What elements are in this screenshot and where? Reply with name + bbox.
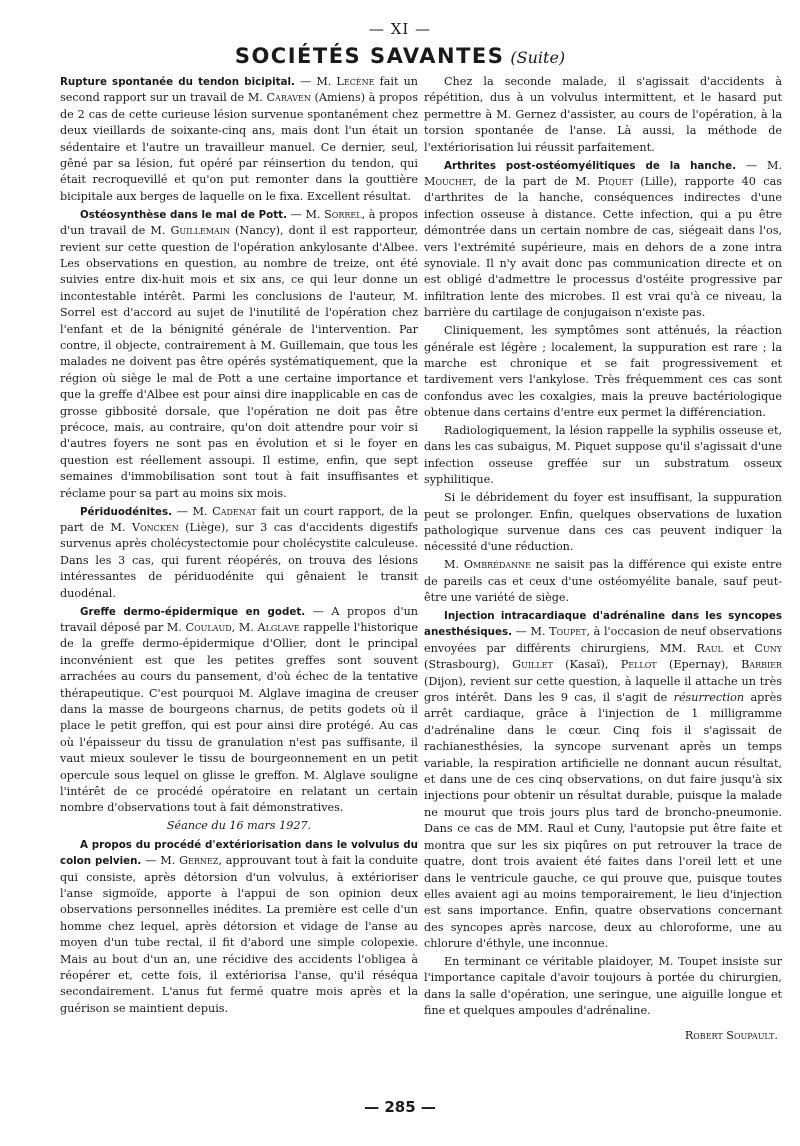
left-column (60, 74, 418, 1019)
section-title-text: SOCIÉTÉS SAVANTES (234, 44, 505, 68)
paragraph-ombredanne: M. Ombrédanne ne saisit pas la différence qui existe entre de pareils cas et ceux d'une ostéomyélite banale, sauf peut-être une variété de siège. (424, 558, 782, 605)
article-heading: Périduodénites. (80, 505, 173, 518)
paragraph-debridement: Si le débridement du foyer est insuffisant, la suppuration peut se prolonger. Enfin, quelques observations de luxation pathologique survenue dans ces cas peuvent indiquer la nécessité d'une réduction. (424, 491, 782, 554)
section-title (0, 44, 800, 68)
article-tendon-bicipital: Rupture spontanée du tendon bicipital. — M. Lecène fait un second rapport sur un travail de M. Caraven (Amiens) à propos de 2 cas de cette curieuse lésion survenue spontanément chez deux vieillards de soixante-cinq ans, mais dont l'un était un sédentaire et l'autre un travailleur manuel. Ce dernier, seul, gêné par sa lésion, fut opéré par réinsertion du tendon, qui était recroquevillé et qu'on put remonter dans la gouttière bicipitale aux berges de laquelle on le fixa. Excellent résultat. (60, 75, 418, 203)
page-roman-numeral: — XI — (368, 20, 432, 38)
article-heading: Arthrites post-ostéomyélitiques de la hanche. (444, 159, 737, 172)
article-heading: A propos du procédé d'extériorisation dans le volvulus du colon pelvien. (60, 838, 418, 868)
seance-date: Séance du 16 mars 1927. (166, 819, 312, 833)
paragraph-radiologie: Radiologiquement, la lésion rappelle la syphilis osseuse et, dans les cas subaigus, M. Piquet suppose qu'il s'agissait d'une infection osseuse greffée sur un substratum osseux syphilitique. (424, 424, 782, 487)
article-osteosynthese: Ostéosynthèse dans le mal de Pott. — M. Sorrel, à propos d'un travail de M. Guillemain (Nancy), dont il est rapporteur, revient sur cette question de l'opération ankylosante d'Albee. Les observations en question, au nombre de treize, ont été suivies entre dix-huit mois et six ans, ce qui leur donne un incontestable intérêt. Parmi les conclusions de l'auteur, M. Sorrel est d'accord au sujet de l'inutilité de l'opération chez l'enfant et de la bénignité générale de l'intervention. Par contre, il objecte, contrairement à M. Guillemain, que tous les malades ne doivent pas être opérés systématiquement, que la région où siège le mal de Pott a une certaine importance et que la greffe d'Albee est pour ainsi dire inapplicable en cas de grosse gibbosité dorsale, que l'opération ne doit pas être précoce, mais, au contraire, qu'on doit attendre pour voir si d'autres foyers ne sont pas en évolution et si le foyer en question est réellement assoupi. Il estime, enfin, que sept semaines d'immobilisation sont tout à fait insuffisantes et réclame pour sa part au moins six mois. (60, 207, 418, 500)
article-adrenaline: Injection intracardiaque d'adrénaline dans les syncopes anesthésiques. — M. Toupet, à l'occasion de neuf observations envoyées par différents chirurgiens, MM. Raul et Cuny (Strasbourg), Guillet (Kasaï), Pellot (Epernay), Barbier (Dijon), revient sur cette question, à laquelle il attache un très gros intérêt. Dans les 9 cas, il s'agit de résurrection après arrêt cardiaque, grâce à l'injection de 1 milligramme d'adrénaline dans le cœur. Cinq fois il s'agissait de rachianesthésies, la syncope survenant après un temps variable, la respiration artificielle ne donnant aucun résultat, et dans une de ces cinq observations, on dut faire jusqu'à six injections pour obtenir un résultat durable, puisque la malade ne mourut que trois jours plus tard de broncho-pneumonie. Dans ce cas de MM. Raul et Cuny, l'autopsie put être faite et montra que sur les six piqûres on put retrouver la trace de quatre, dont trois avaient été faites dans l'oreil lett et une dans le ventricule gauche, ce qui prouve que, puisque toutes elles avaient agi au moins temporairement, le lieu d'injection est sans importance. Enfin, quatre observations concernant des syncopes après narcose, deux au chloroforme, une au chlorure d'éthyle, une inconnue. (424, 610, 783, 951)
paragraph-conclusion: En terminant ce véritable plaidoyer, M. Toupet insiste sur l'importance capitale d'avoir toujours à portée du chirurgien, dans la salle d'opération, une seringue, une aiguille longue et fine et quelques ampoules d'adrénaline. (424, 955, 782, 1018)
article-periduodenites: Périduodénites. — M. Cadenat fait un court rapport, de la part de M. Voncken (Liège), sur 3 cas d'accidents digestifs survenus après cholécystectomie pour cholécystite calculeuse. Dans les 3 cas, qui furent réopérés, on trouva des lésions intéressantes de périduodénite qui gênaient le transit duodénal. (60, 504, 418, 600)
article-arthrites: Arthrites post-ostéomyélitiques de la hanche. — M. Mouchet, de la part de M. Piquet (Lille), rapporte 40 cas d'arthrites de la hanche, conséquences indirectes d'une infection osseuse à distance. Cette infection, qui a pu être démontrée dans un certain nombre de cas, siégeait dans l'os, vers l'extrémité supérieure, mais en dehors de a zone intra synoviale. Il n'y avait donc pas communication directe et on est obligé d'admettre le processus d'ostéite progressive par infiltration lente des microbes. Il est vrai qu'à ce niveau, la barrière du cartilage de conjugaison n'existe pas. (424, 158, 782, 320)
article-volvulus: A propos du procédé d'extériorisation dans le volvulus du colon pelvien. — M. Gernez, approuvant tout à fait la conduite qui consiste, après détorsion d'un volvulus, à extérioriser l'anse sigmoïde, apporte à l'appui de son opinion deux observations personnelles inédites. La première est celle d'un homme chez lequel, après détorsion et vidage de l'anse au moyen d'un tube rectal, il fit d'abord une simple colopexie. Mais au bout d'un an, une récidive des accidents l'obligea à réopérer et, cette fois, il extériorisa l'anse, qu'il réséqua secondairement. L'anus fut fermé quatre mois après et la guérison se maintient depuis. (60, 838, 418, 1015)
article-heading: Rupture spontanée du tendon bicipital. (60, 76, 295, 88)
paragraph-clinique: Cliniquement, les symptômes sont atténués, la réaction générale est légère ; localement, la suppuration est rare ; la marche est chronique et se fait progressivement et tardivement vers l'ankylose. Très fréquemment ces cas sont confondus avec les coxalgies, mais la preuve bactériologique obtenue dans certains d'entre eux permet la différenciation. (424, 324, 782, 420)
page-number: — 285 — (364, 1098, 436, 1116)
article-greffe: Greffe dermo-épidermique en godet. — A propos d'un travail déposé par M. Coulaud, M. Alglave rappelle l'historique de la greffe dermo-épidermique d'Ollier, dont le principal inconvénient est que les petites greffes sont souvent arrachées au cours du pansement, d'où échec de la tentative thérapeutique. C'est pourquoi M. Alglave imagina de creuser dans la masse de bourgeons charnus, de petits godets où il place le petit greffon, qui est pour ainsi dire protégé. Au cas où l'épaisseur du tissu de granulation n'est pas suffisante, il vaut mieux soulever le tissu de bourgeonnement en un petit opercule sous lequel on glisse le greffon. M. Alglave souligne l'intérêt de ce procédé opératoire en relatant un certain nombre d'observations tout à fait démonstratives. (60, 604, 418, 815)
paragraph-volvulus-cont: Chez la seconde malade, il s'agissait d'accidents à répétition, dus à un volvulus intermittent, et le hasard put permettre à M. Gernez d'assister, au cours de l'opération, à la torsion spontanée de l'anse. Là aussi, la méthode de l'extériorisation lui réussit parfaitement. (424, 75, 782, 154)
author-signature: Robert Soupault. (684, 1028, 778, 1042)
article-heading: Injection intracardiaque d'adrénaline dans les syncopes anesthésiques. (424, 610, 782, 639)
article-heading: Ostéosynthèse dans le mal de Pott. (80, 208, 287, 221)
section-title-suffix: (Suite) (510, 48, 566, 67)
right-column (424, 74, 782, 1044)
article-heading: Greffe dermo-épidermique en godet. (80, 605, 306, 618)
